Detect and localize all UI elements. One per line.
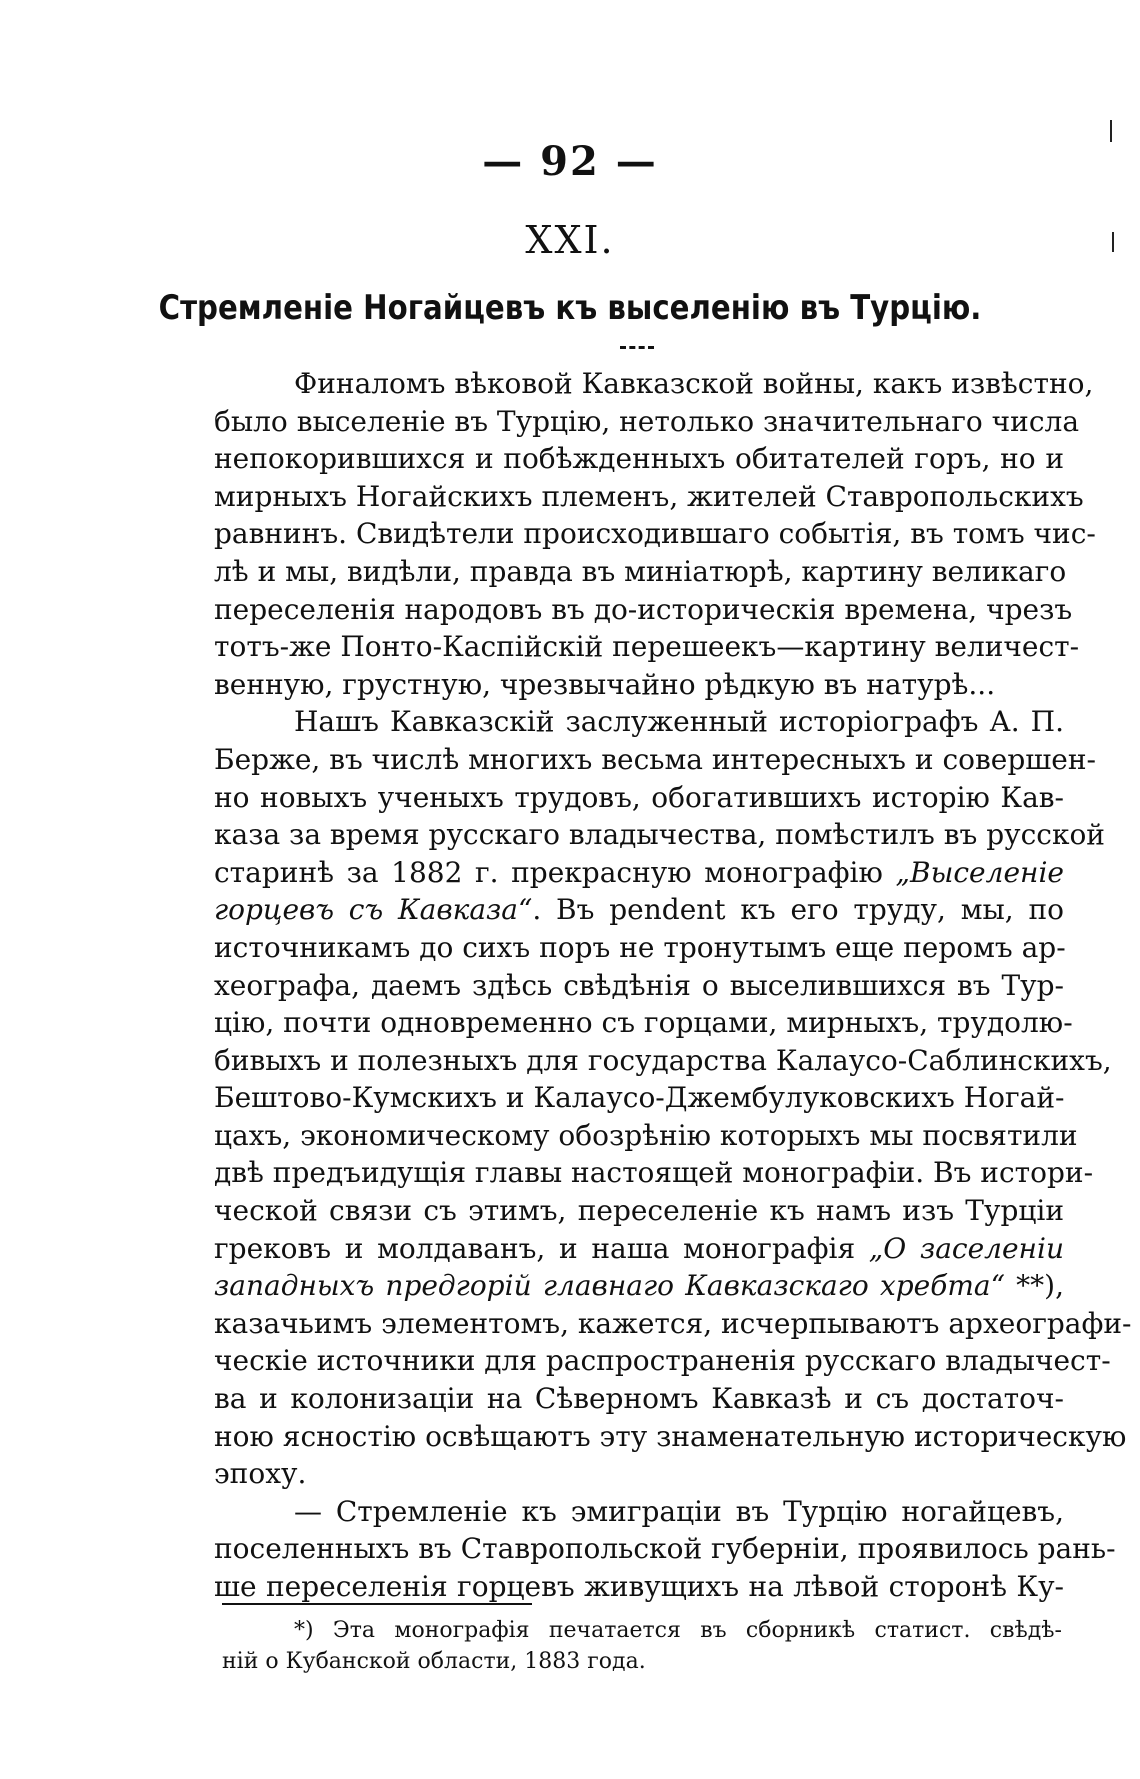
chapter-title: Стремленіе Ногайцевъ къ выселенію въ Турцію. [158,288,982,328]
text-line [214,1230,1064,1268]
text-line: ческой связи съ этимъ, переселеніе къ намъ изъ Турціи [214,1194,1064,1228]
italic-title-run: западныхъ предгорій главнаго Кавказскаго хребта“ [214,1269,1005,1303]
text-line: цахъ, экономическому обозрѣнію которыхъ мы посвятили [214,1118,1078,1152]
italic-title-run: горцевъ съ Кавказа“ [214,893,533,927]
text-run: старинѣ за 1882 г. прекрасную монографію [214,855,896,889]
italic-title-run: „Выселеніе [895,855,1064,889]
footnote [222,1615,1062,1677]
text-line: венную, грустную, чрезвычайно рѣдкую въ натурѣ... [214,667,996,701]
text-run: грековъ и молдаванъ, и наша монографія [214,1231,869,1265]
text-line: ческіе источники для распространенія русскаго владычест- [214,1344,1111,1378]
scan-edge-mark [1112,232,1114,252]
text-line: цію, почти одновременно съ горцами, мирныхъ, трудолю- [214,1006,1073,1040]
text-line: ною ясностію освѣщаютъ эту знаменательную историческую [214,1419,1127,1453]
text-line: ва и колонизаціи на Сѣверномъ Кавказѣ и съ достаточ- [214,1382,1064,1416]
text-line: Финаломъ вѣковой Кавказской войны, какъ извѣстно, [294,367,1094,400]
text-line: тотъ-же Понто-Каспійскій перешеекъ—картину величест- [214,630,1080,664]
text-line: переселенія народовъ въ до-историческія времена, чрезъ [214,592,1073,626]
text-line: двѣ предъидущія главы настоящей монографіи. Въ истори- [214,1156,1094,1190]
text-run: **), [1004,1269,1064,1303]
text-line: ше переселенія горцевъ живущихъ на лѣвой сторонѣ Ку- [214,1570,1064,1603]
text-line: равнинъ. Свидѣтели происходившаго событія, въ томъ чис- [214,517,1096,551]
text-line: казачьимъ элементомъ, кажется, исчерпываютъ археографи- [214,1306,1132,1340]
text-line: источникамъ до сихъ поръ не тронутымъ еще перомъ ар- [214,930,1066,964]
page-number: — 92 — [482,138,658,185]
footnote-divider [222,1603,532,1605]
text-line: — Стремленіе къ эмиграціи въ Турцію ногайцевъ, [294,1494,1064,1528]
body-text [214,365,1132,1606]
text-run: . Въ pendent къ его труду, мы, по [532,893,1064,927]
text-line [214,1267,1064,1305]
text-line: Нашъ Кавказскій заслуженный исторіографъ А. П. [294,705,1064,739]
text-line: было выселеніе въ Турцію, нетолько значительнаго числа [214,404,1080,438]
scan-edge-mark [1110,120,1112,142]
text-line: но новыхъ ученыхъ трудовъ, обогатившихъ исторію Кав- [214,780,1064,814]
text-line: мирныхъ Ногайскихъ племенъ, жителей Ставропольскихъ [214,479,1084,513]
text-line: хеографа, даемъ здѣсь свѣдѣнія о выселившихся въ Тур- [214,968,1064,1002]
text-line: Бештово-Кумскихъ и Калаусо-Джембулуковскихъ Ногай- [214,1081,1065,1115]
text-line: непокорившихся и побѣжденныхъ обитателей горъ, но и [214,442,1064,476]
text-line: эпоху. [214,1457,307,1491]
text-line: поселенныхъ въ Ставропольской губерніи, проявилось рань- [214,1532,1116,1566]
text-line: Берже, въ числѣ многихъ весьма интересныхъ и совершен- [214,742,1096,776]
footnote-line: *) Эта монографія печатается въ сборникѣ статист. свѣдѣ- [294,1618,1062,1643]
chapter-number: XXI. [525,218,615,262]
text-line [214,891,1064,929]
text-line: бивыхъ и полезныхъ для государства Калаусо-Саблинскихъ, [214,1043,1112,1077]
text-line: лѣ и мы, видѣли, правда въ миніатюрѣ, картину великаго [214,554,1067,588]
footnote-line: ній о Кубанской области, 1883 года. [222,1649,646,1674]
text-line: каза за время русскаго владычества, помѣстилъ въ русской [214,818,1105,852]
italic-title-run: „О заселеніи [868,1231,1064,1265]
text-line [214,854,1064,892]
title-divider [620,346,654,352]
